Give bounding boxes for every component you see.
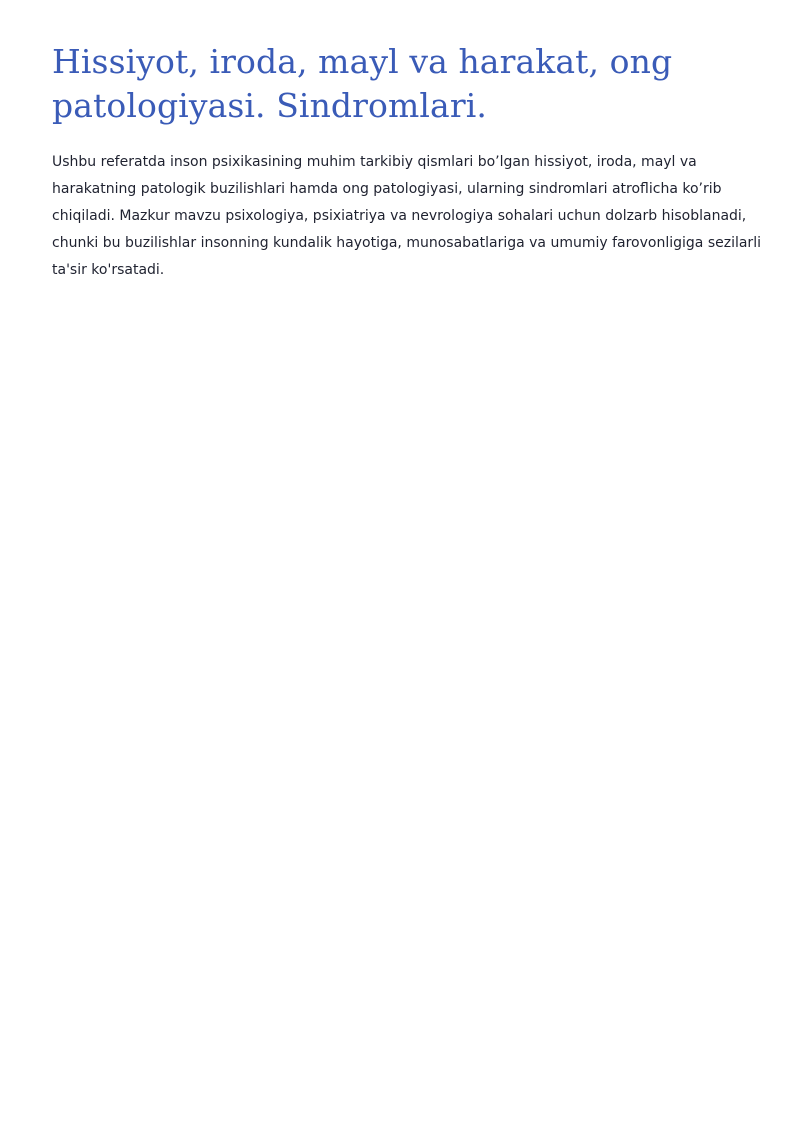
document-title: Hissiyot, iroda, mayl va harakat, ong patologiyasi. Sindromlari. bbox=[52, 42, 673, 125]
intro-paragraph: Ushbu referatda inson psixikasining muhim tarkibiy qismlari bo’lgan hissiyot, iroda, mayl va harakatning patologik buzilishlari hamda ong patologiyasi, ularning sindromlari atroflicha ko’rib chiqiladi. Mazkur mavzu psixologiya, psixiatriya va nevrologiya sohalari uchun dolzarb hisoblanadi, chunki bu buzilishlar insonning kundalik hayotiga, munosabatlariga va umumiy farovonligiga sezilarli ta'sir ko'rsatadi. bbox=[52, 154, 761, 278]
